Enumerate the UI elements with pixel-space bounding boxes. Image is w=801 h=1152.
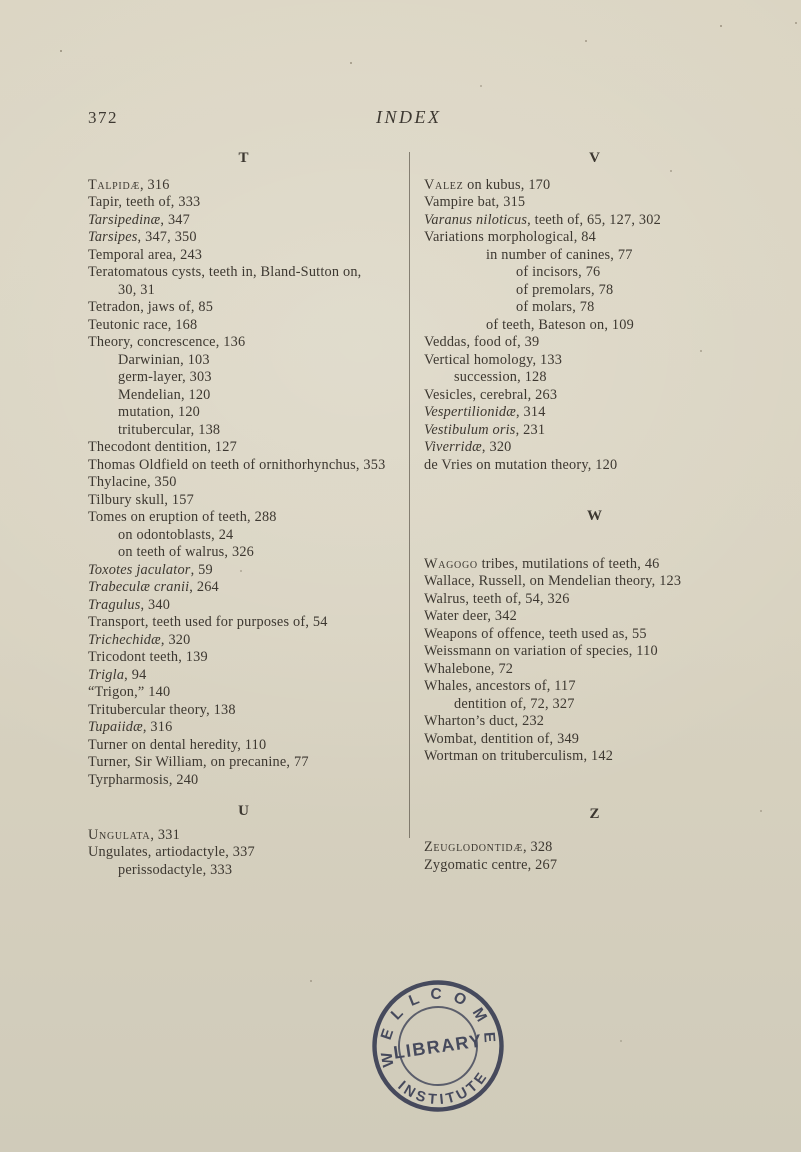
- index-entry: [88, 247, 400, 265]
- index-entry: [88, 404, 400, 422]
- entry-text: Weapons of offence, teeth used as, 55: [424, 625, 647, 642]
- index-entry: [88, 457, 400, 475]
- library-stamp: [359, 967, 517, 1125]
- entry-text: Vesicles, cerebral, 263: [424, 386, 558, 403]
- index-entry: [424, 177, 766, 195]
- index-entry: [88, 597, 400, 615]
- index-entry: [424, 352, 766, 370]
- entry-lead: Tarsipes: [88, 229, 138, 245]
- entry-lead: Trichechidæ: [88, 631, 161, 648]
- index-entry: [88, 229, 400, 247]
- entry-lead: Valez: [424, 176, 464, 193]
- entry-text: Temporal area, 243: [88, 246, 203, 263]
- entry-text: , 314: [515, 404, 546, 420]
- index-entry: [424, 439, 766, 457]
- entry-text: Tomes on eruption of teeth, 288: [88, 509, 277, 525]
- entry-text: , 231: [515, 421, 546, 438]
- entry-text: Turner on dental heredity, 110: [88, 736, 267, 753]
- index-entry: [424, 247, 766, 265]
- entry-text: of teeth, Bateson on, 109: [486, 316, 634, 333]
- index-entry: [88, 862, 400, 880]
- entry-text: Theory, concrescence, 136: [88, 334, 246, 350]
- entry-text: Wharton’s duct, 232: [424, 713, 545, 729]
- index-entry: [424, 404, 766, 422]
- section-letter-w: W: [587, 508, 603, 524]
- entry-text: on teeth of walrus, 326: [118, 544, 255, 560]
- index-entry: [424, 212, 766, 230]
- entry-text: Turner, Sir William, on precanine, 77: [88, 754, 309, 770]
- section-letter-z: Z: [589, 805, 601, 822]
- index-entry: [88, 422, 400, 440]
- index-entry: [424, 591, 766, 609]
- entry-text: germ-layer, 303: [118, 369, 212, 385]
- entry-text: Whales, ancestors of, 117: [424, 678, 576, 694]
- entry-text: , 320: [481, 439, 512, 455]
- entry-text: Weissmann on variation of species, 110: [424, 643, 658, 659]
- entry-text: in number of canines, 77: [486, 246, 633, 263]
- index-entry: [424, 696, 766, 714]
- entry-text: , 94: [124, 666, 147, 683]
- entry-text: , 320: [160, 631, 191, 648]
- index-entry: [424, 626, 766, 644]
- entry-text: Whalebone, 72: [424, 660, 514, 677]
- index-entry: [88, 827, 400, 845]
- section-letter-t: T: [238, 150, 250, 166]
- index-entry: [88, 772, 400, 790]
- index-entry: [88, 702, 400, 720]
- entry-text: Tetradon, jaws of, 85: [88, 299, 214, 315]
- entry-lead: Trigla: [88, 666, 125, 683]
- index-entry: [424, 731, 766, 749]
- index-entry: [88, 579, 400, 597]
- page-number: 372: [88, 108, 118, 127]
- index-entry: [424, 573, 766, 591]
- entry-text: perissodactyle, 333: [118, 861, 233, 878]
- index-entry: [424, 713, 766, 731]
- entry-text: Wombat, dentition of, 349: [424, 730, 580, 747]
- page-title: INDEX: [376, 107, 442, 127]
- index-entry: [88, 352, 400, 370]
- index-entry: [88, 474, 400, 492]
- entry-text: Zygomatic centre, 267: [424, 856, 558, 873]
- index-entry: [424, 194, 766, 212]
- index-entry: [88, 492, 400, 510]
- index-entry: [424, 317, 766, 335]
- index-entry: [424, 661, 766, 679]
- index-entry: [424, 299, 766, 317]
- entry-text: “Trigon,” 140: [88, 684, 171, 700]
- index-entry: [88, 684, 400, 702]
- entry-text: , 340: [140, 596, 171, 613]
- entry-text: dentition of, 72, 327: [454, 695, 575, 712]
- entry-text: Vampire bat, 315: [424, 194, 526, 210]
- index-entry: [424, 369, 766, 387]
- index-entry: [424, 264, 766, 282]
- index-entry: [424, 422, 766, 440]
- index-entry: [424, 457, 766, 475]
- entry-text: Darwinian, 103: [118, 351, 210, 368]
- entry-text: , 347: [160, 211, 190, 228]
- entry-lead: Trabeculæ cranii: [88, 579, 190, 595]
- entry-lead: Zeuglodontidæ: [424, 839, 523, 855]
- entry-lead: Tarsipedinæ: [88, 211, 161, 228]
- entry-text: Thomas Oldfield on teeth of ornithorhynchus, 353: [88, 456, 386, 473]
- entry-lead: Vestibulum oris: [424, 421, 516, 438]
- index-entry: [88, 509, 400, 527]
- entry-lead: Talpidæ: [88, 176, 140, 193]
- index-column-right: [424, 150, 766, 874]
- entry-text: Tilbury skull, 157: [88, 491, 194, 508]
- index-entry: [424, 556, 766, 574]
- index-entry: [424, 643, 766, 661]
- entry-text: of incisors, 76: [516, 264, 601, 280]
- index-entry: [88, 544, 400, 562]
- stamp-text-middle: LIBRARY: [392, 1030, 484, 1063]
- index-entry: [88, 844, 400, 862]
- index-entry: [88, 667, 400, 685]
- index-entry: [88, 212, 400, 230]
- entry-text: tribes, mutilations of teeth, 46: [477, 555, 660, 572]
- index-entry: [424, 839, 766, 857]
- section-letter-u: U: [238, 803, 250, 819]
- index-entry: [88, 527, 400, 545]
- entry-lead: Vespertilionidæ: [424, 404, 516, 420]
- entry-lead: Wagogo: [424, 555, 478, 572]
- index-entry: [88, 439, 400, 457]
- index-entry: [88, 299, 400, 317]
- entry-text: , teeth of, 65, 127, 302: [527, 211, 661, 228]
- entry-text: succession, 128: [454, 369, 547, 385]
- entry-text: , 264: [189, 579, 219, 595]
- section-letter-v: V: [589, 150, 601, 166]
- index-entry: [88, 614, 400, 632]
- entry-text: Tricodont teeth, 139: [88, 649, 208, 665]
- index-column-left: [88, 150, 400, 879]
- entry-text: Wortman on trituberculism, 142: [424, 748, 614, 764]
- entry-text: of premolars, 78: [516, 281, 614, 298]
- entry-text: , 347, 350: [137, 229, 197, 245]
- entry-text: Veddas, food of, 39: [424, 334, 540, 350]
- entry-text: , 59: [190, 561, 213, 578]
- entry-text: , 316: [139, 176, 170, 193]
- entry-text: mutation, 120: [118, 404, 201, 420]
- entry-text: 30, 31: [118, 281, 155, 298]
- index-entry: [424, 229, 766, 247]
- entry-text: , 331: [150, 826, 180, 843]
- entry-lead: Ungulata: [88, 826, 151, 843]
- entry-lead: Viverridæ: [424, 439, 482, 455]
- entry-lead: Tupaiidæ: [88, 719, 143, 735]
- index-entry: [88, 177, 400, 195]
- index-entry: [88, 387, 400, 405]
- index-entry: [424, 678, 766, 696]
- index-entry: [424, 282, 766, 300]
- entry-text: Water deer, 342: [424, 608, 517, 624]
- entry-text: , 316: [142, 719, 173, 735]
- entry-lead: Toxotes jaculator: [88, 561, 191, 578]
- index-entry: [88, 649, 400, 667]
- entry-text: on kubus, 170: [463, 176, 551, 193]
- index-entry: [424, 608, 766, 626]
- entry-text: Vertical homology, 133: [424, 351, 563, 368]
- paper-specks: [60, 50, 62, 52]
- entry-text: on odontoblasts, 24: [118, 526, 234, 543]
- index-entry: [88, 264, 400, 282]
- index-entry: [424, 857, 766, 875]
- index-entry: [424, 334, 766, 352]
- index-entry: [88, 562, 400, 580]
- entry-lead: Tragulus: [88, 596, 141, 613]
- entry-text: Walrus, teeth of, 54, 326: [424, 590, 570, 607]
- stamp-text-bottom: INSTITUTE: [394, 1067, 493, 1109]
- index-entry: [424, 387, 766, 405]
- entry-text: , 328: [522, 839, 553, 855]
- entry-text: de Vries on mutation theory, 120: [424, 456, 618, 473]
- index-entry: [424, 748, 766, 766]
- index-entry: [88, 754, 400, 772]
- index-entry: [88, 719, 400, 737]
- entry-text: Tyrpharmosis, 240: [88, 771, 199, 788]
- entry-text: Tapir, teeth of, 333: [88, 194, 201, 210]
- index-entry: [88, 632, 400, 650]
- entry-text: Variations morphological, 84: [424, 229, 596, 245]
- entry-text: Thecodont dentition, 127: [88, 439, 237, 455]
- entry-text: Transport, teeth used for purposes of, 54: [88, 614, 328, 630]
- entry-text: Mendelian, 120: [118, 386, 211, 403]
- stamp-text-top: WELLCOME: [376, 985, 499, 1069]
- index-entry: [88, 282, 400, 300]
- index-entry: [88, 334, 400, 352]
- entry-text: Ungulates, artiodactyle, 337: [88, 844, 255, 860]
- entry-text: Wallace, Russell, on Mendelian theory, 123: [424, 573, 682, 589]
- entry-text: Tritubercular theory, 138: [88, 701, 236, 718]
- entry-text: Thylacine, 350: [88, 474, 177, 490]
- entry-text: tritubercular, 138: [118, 421, 221, 438]
- column-divider-rule: [409, 152, 410, 838]
- index-entry: [88, 317, 400, 335]
- entry-text: of molars, 78: [516, 299, 595, 315]
- entry-text: Teratomatous cysts, teeth in, Bland-Sutton on,: [88, 264, 362, 280]
- index-entry: [88, 194, 400, 212]
- entry-text: Teutonic race, 168: [88, 316, 198, 333]
- entry-lead: Varanus niloticus: [424, 211, 528, 228]
- index-entry: [88, 369, 400, 387]
- index-entry: [88, 737, 400, 755]
